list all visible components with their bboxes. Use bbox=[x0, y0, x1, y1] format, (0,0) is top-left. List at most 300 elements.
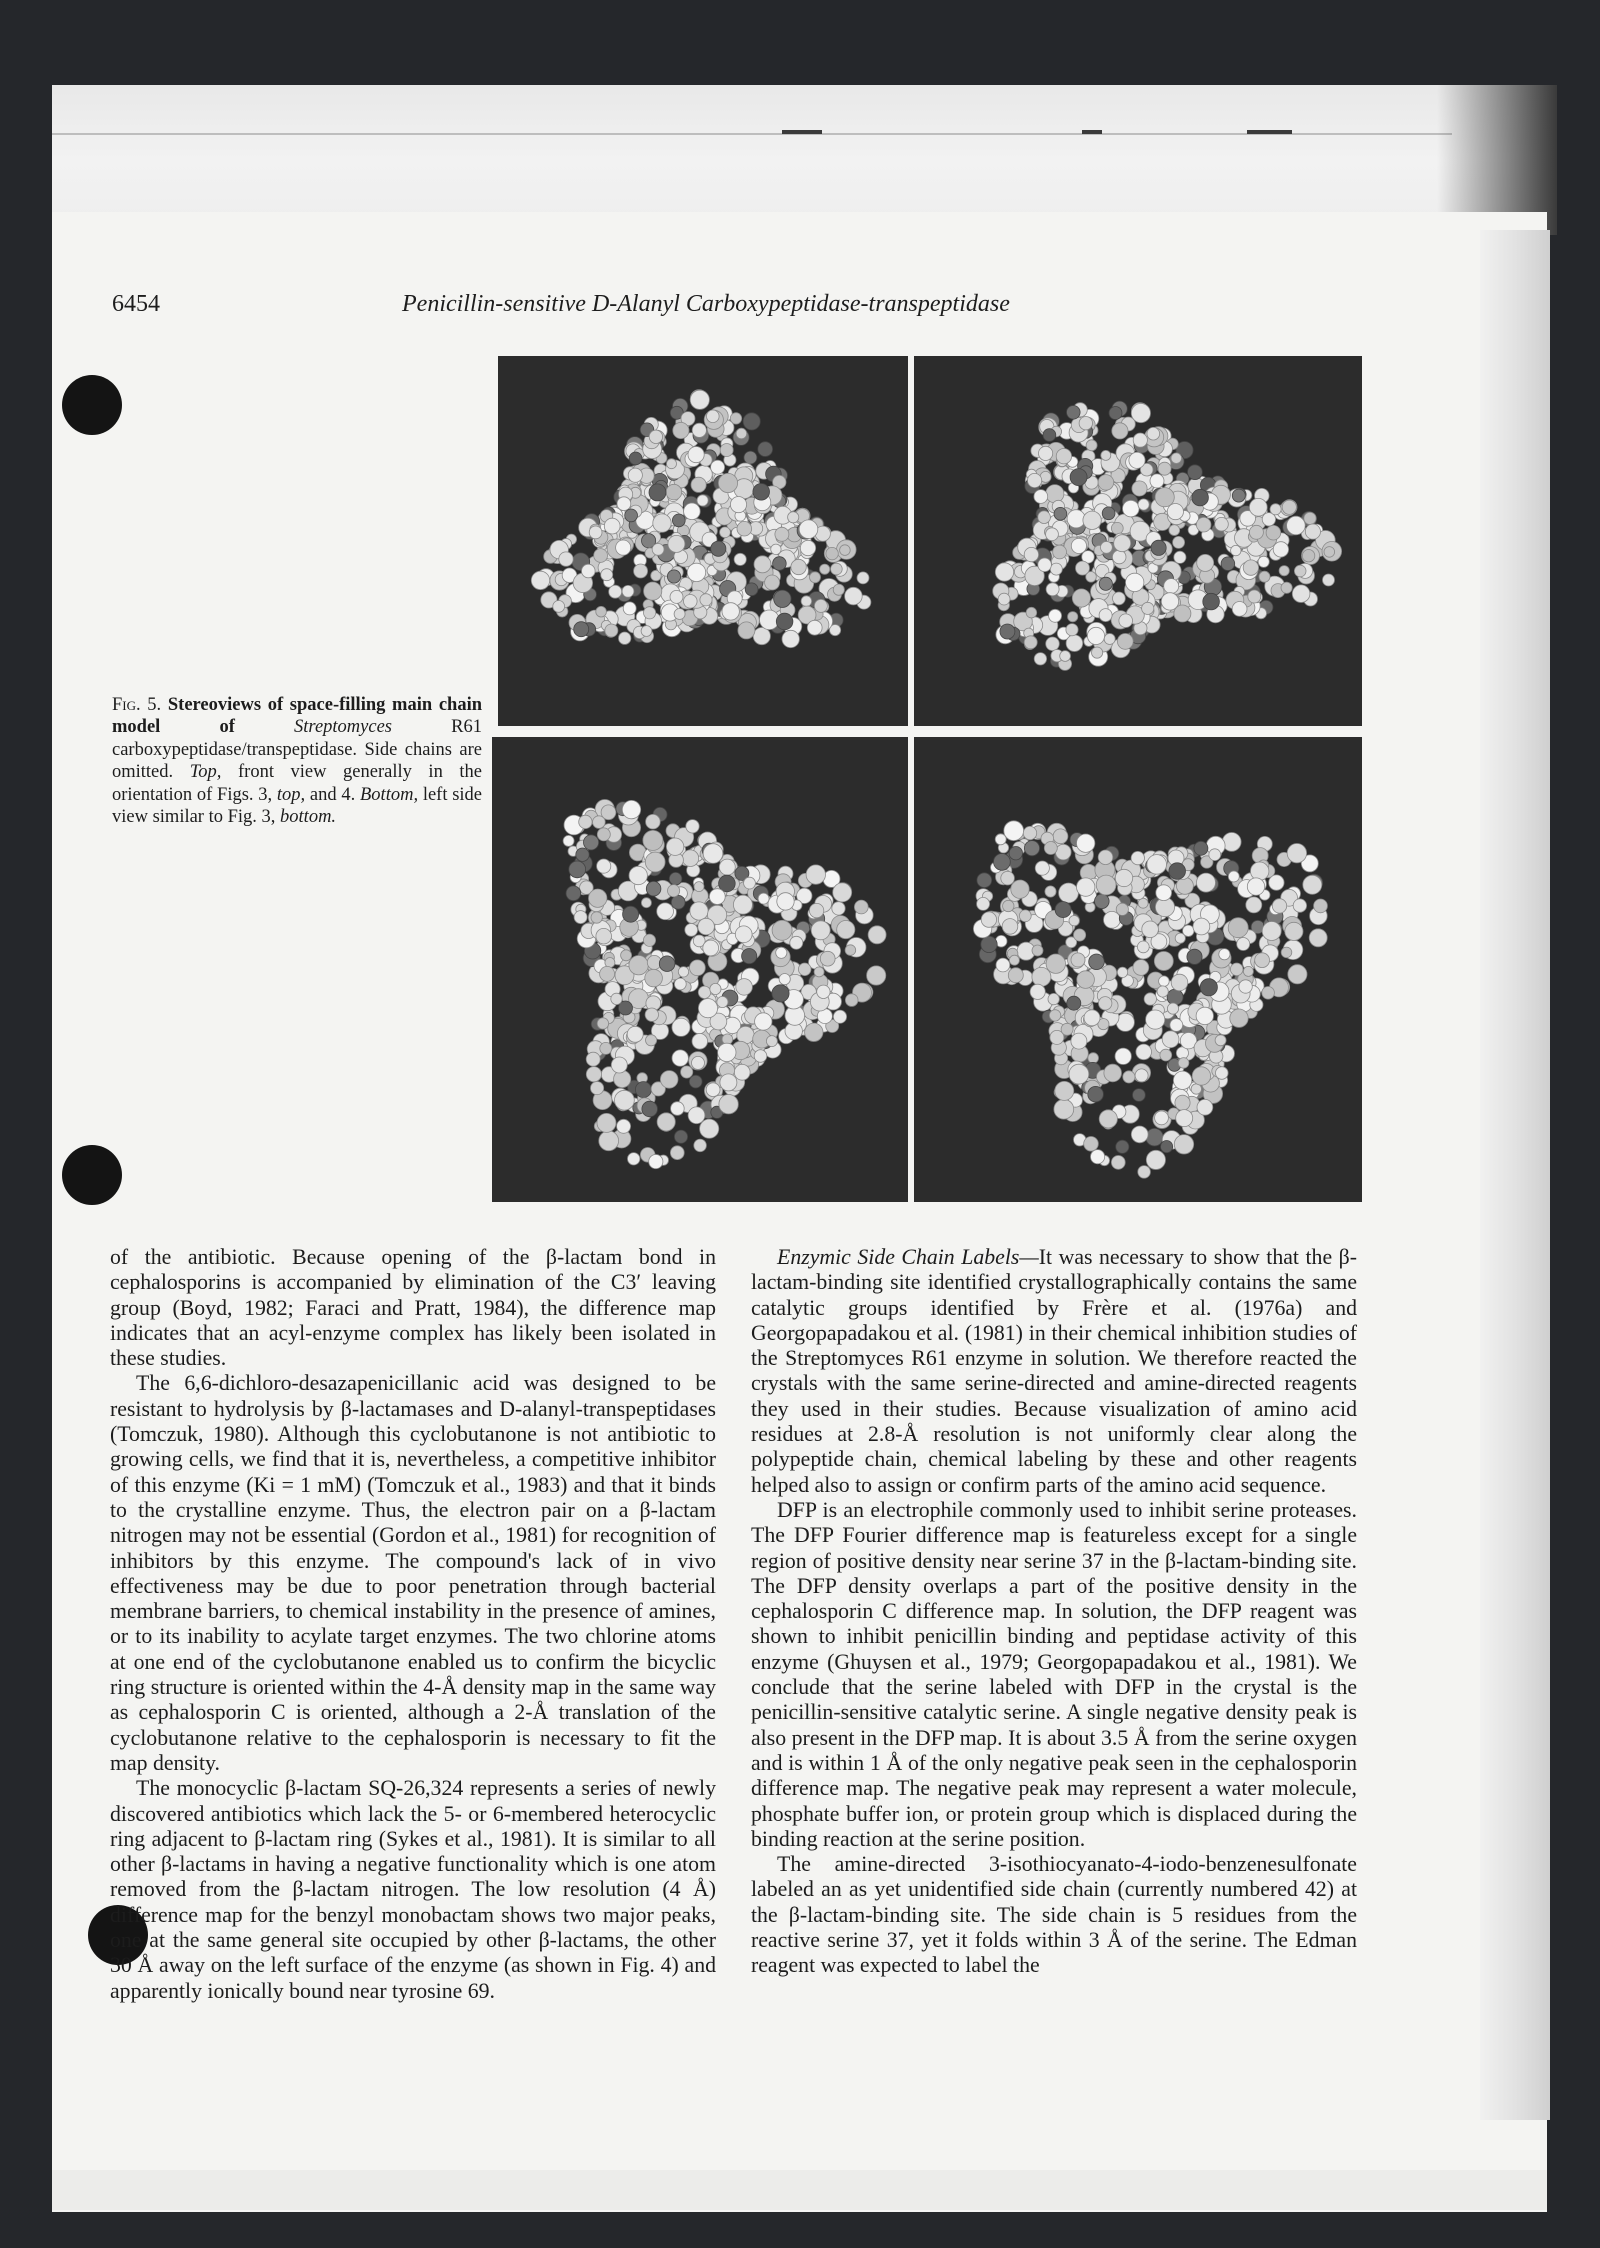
atom-sphere bbox=[1209, 849, 1221, 861]
atom-sphere bbox=[1164, 579, 1179, 594]
atom-sphere bbox=[710, 983, 721, 994]
atom-sphere bbox=[711, 541, 726, 556]
atom-sphere bbox=[698, 999, 717, 1018]
atom-sphere bbox=[1171, 453, 1182, 464]
atom-sphere bbox=[1079, 417, 1092, 430]
atom-sphere bbox=[1129, 452, 1145, 468]
atom-sphere bbox=[790, 936, 803, 949]
atom-sphere bbox=[981, 912, 996, 927]
atom-sphere bbox=[629, 452, 642, 465]
atom-sphere bbox=[1111, 1156, 1125, 1170]
atom-sphere bbox=[1266, 525, 1281, 540]
atom-sphere bbox=[854, 900, 868, 914]
atom-sphere bbox=[1142, 602, 1154, 614]
atom-sphere bbox=[690, 390, 709, 409]
atom-sphere bbox=[1272, 899, 1286, 913]
atom-sphere bbox=[623, 602, 636, 615]
atom-sphere bbox=[596, 928, 612, 944]
running-title: Penicillin-sensitive D-Alanyl Carboxypeptidase-transpeptidase bbox=[402, 291, 1010, 317]
atom-sphere bbox=[1071, 953, 1085, 967]
atom-sphere bbox=[584, 835, 599, 850]
atom-sphere bbox=[1043, 429, 1056, 442]
atom-sphere bbox=[684, 595, 698, 609]
atom-sphere bbox=[601, 569, 613, 581]
atom-sphere bbox=[743, 413, 760, 430]
page-number: 6454 bbox=[112, 291, 160, 317]
atom-sphere bbox=[1147, 427, 1160, 440]
atom-sphere bbox=[744, 451, 757, 464]
body-paragraph: The monocyclic β-lactam SQ-26,324 represents a series of newly discovered antibiotics which lack the 5- or 6-membered heterocyclic ring adjacent to β-lactam ring (Sykes et al., 1981). It is similar to all other β-lactams in having a negative functionality which is one atom removed from the β-lactam nitrogen. The low resolution (4 Å) difference map for the benzyl monobactam shows two major peaks, one at the same general site occupied by other β-lactams, the other 30 Å away on the left surface of the enzyme (as shown in Fig. 4) and apparently ionically bound near tyrosine 69. bbox=[110, 1776, 716, 2003]
atom-sphere bbox=[646, 881, 661, 896]
atom-sphere bbox=[1046, 583, 1059, 596]
atom-sphere bbox=[1251, 862, 1269, 880]
atom-sphere bbox=[1066, 624, 1078, 636]
atom-sphere bbox=[845, 945, 856, 956]
atom-sphere bbox=[782, 630, 799, 647]
atom-sphere bbox=[1112, 550, 1126, 564]
molecule-image bbox=[914, 356, 1362, 726]
atom-sphere bbox=[730, 497, 746, 513]
atom-sphere bbox=[627, 1026, 643, 1042]
atom-sphere bbox=[1305, 524, 1320, 539]
atom-sphere bbox=[1089, 954, 1105, 970]
atom-sphere bbox=[772, 985, 789, 1002]
atom-sphere bbox=[805, 1023, 823, 1041]
atom-sphere bbox=[641, 626, 652, 637]
atom-sphere bbox=[687, 563, 705, 581]
atom-sphere bbox=[1083, 511, 1101, 529]
atom-sphere bbox=[1133, 960, 1149, 976]
atom-sphere bbox=[1188, 465, 1203, 480]
atom-sphere bbox=[1255, 953, 1270, 968]
atom-sphere bbox=[1194, 841, 1208, 855]
atom-sphere bbox=[1102, 507, 1115, 520]
atom-sphere bbox=[1309, 929, 1327, 947]
atom-sphere bbox=[868, 926, 886, 944]
atom-sphere bbox=[652, 544, 664, 556]
atom-sphere bbox=[1239, 980, 1252, 993]
atom-sphere bbox=[657, 903, 674, 920]
body-paragraph: The amine-directed 3-isothiocyanato-4-iodo-benzenesulfonate labeled an as yet unidentified side chain (currently numbered 42) at the β-lactam-binding site. The side chain is 5 residues from the reactive serine 37, yet it folds within 3 Å of the serine. The Edman reagent was expected to label the bbox=[751, 1852, 1357, 1978]
atom-sphere bbox=[1215, 517, 1229, 531]
atom-sphere bbox=[1262, 987, 1275, 1000]
atom-sphere bbox=[1024, 547, 1038, 561]
caption-text: front view generally in the orientation of Figs. 3, bbox=[112, 762, 482, 805]
figure-caption bbox=[112, 694, 482, 828]
atom-sphere bbox=[1144, 993, 1156, 1005]
atom-sphere bbox=[1146, 1128, 1164, 1146]
atom-sphere bbox=[998, 593, 1010, 605]
atom-sphere bbox=[798, 963, 811, 976]
atom-sphere bbox=[591, 912, 602, 923]
atom-sphere bbox=[1237, 938, 1250, 951]
atom-sphere bbox=[569, 861, 586, 878]
atom-sphere bbox=[672, 1018, 690, 1036]
atom-sphere bbox=[1192, 489, 1209, 506]
atom-sphere bbox=[1138, 1166, 1151, 1179]
atom-sphere bbox=[643, 934, 655, 946]
caption-top: Top, bbox=[189, 762, 222, 783]
atom-sphere bbox=[673, 422, 689, 438]
molecule-image bbox=[498, 356, 908, 726]
atom-sphere bbox=[1092, 647, 1103, 658]
paragraph-text: It was necessary to show that the β-lactam-binding site identified crystallographically contains the same catalytic groups identified by Frère et al. (1976a) and Georgopapadakou et al. (1981) in their chemical inhibition studies of the Streptomyces R61 enzyme in solution. We therefore reacted the crystals with the same serine-directed and amine-directed reagents they used in their studies. Because visualization of amino acid residues at 2.8-Å resolution is not uniformly clear along the polypeptide chain, chemical labeling by these and other reagents helped also to assign or confirm parts of the amino acid sequence. bbox=[751, 1245, 1357, 1497]
atom-sphere bbox=[722, 603, 739, 620]
atom-sphere bbox=[1104, 634, 1115, 645]
atom-sphere bbox=[649, 430, 662, 443]
molecule-image bbox=[492, 737, 908, 1202]
atom-sphere bbox=[1131, 1126, 1148, 1143]
atom-sphere bbox=[1167, 1003, 1178, 1014]
atom-sphere bbox=[1221, 557, 1235, 571]
atom-sphere bbox=[681, 1066, 693, 1078]
atom-sphere bbox=[609, 585, 622, 598]
atom-sphere bbox=[1056, 844, 1072, 860]
atom-sphere bbox=[706, 1083, 720, 1097]
atom-sphere bbox=[1248, 590, 1261, 603]
atom-sphere bbox=[814, 967, 824, 977]
atom-sphere bbox=[1119, 614, 1133, 628]
scan-streak bbox=[1082, 130, 1102, 134]
atom-sphere bbox=[1187, 949, 1202, 964]
atom-sphere bbox=[1126, 573, 1144, 591]
atom-sphere bbox=[1192, 1067, 1210, 1085]
atom-sphere bbox=[628, 1153, 640, 1165]
atom-sphere bbox=[1142, 921, 1159, 938]
atom-sphere bbox=[684, 503, 701, 520]
atom-sphere bbox=[668, 535, 685, 552]
atom-sphere bbox=[553, 601, 565, 613]
atom-sphere bbox=[809, 903, 823, 917]
atom-sphere bbox=[1150, 474, 1164, 488]
atom-sphere bbox=[1048, 993, 1059, 1004]
atom-sphere bbox=[1060, 651, 1071, 662]
atom-sphere bbox=[1109, 407, 1122, 420]
atom-sphere bbox=[1049, 609, 1062, 622]
atom-sphere bbox=[1003, 900, 1014, 911]
atom-sphere bbox=[671, 895, 685, 909]
atom-sphere bbox=[1324, 547, 1335, 558]
atom-sphere bbox=[688, 447, 704, 463]
atom-sphere bbox=[597, 1018, 608, 1029]
atom-sphere bbox=[1167, 989, 1183, 1005]
atom-sphere bbox=[1111, 522, 1123, 534]
atom-sphere bbox=[1054, 507, 1067, 520]
atom-sphere bbox=[644, 607, 656, 619]
atom-sphere bbox=[589, 526, 602, 539]
atom-sphere bbox=[1112, 423, 1128, 439]
atom-sphere bbox=[837, 921, 855, 939]
atom-sphere bbox=[1137, 941, 1149, 953]
atom-sphere bbox=[670, 1146, 684, 1160]
atom-sphere bbox=[616, 540, 631, 555]
atom-sphere bbox=[605, 958, 615, 968]
atom-sphere bbox=[1066, 635, 1083, 652]
atom-sphere bbox=[1059, 883, 1079, 903]
atom-sphere bbox=[582, 564, 596, 578]
atom-sphere bbox=[1091, 1150, 1105, 1164]
atom-sphere bbox=[703, 940, 719, 956]
atom-sphere bbox=[1087, 627, 1104, 644]
atom-sphere bbox=[672, 1050, 688, 1066]
caption-bottom: bottom. bbox=[280, 807, 337, 828]
stereo-panel-top-right bbox=[914, 356, 1362, 726]
atom-sphere bbox=[698, 986, 710, 998]
molecule-image bbox=[914, 737, 1362, 1202]
atom-sphere bbox=[622, 800, 640, 818]
atom-sphere bbox=[777, 893, 794, 910]
atom-sphere bbox=[597, 828, 610, 841]
atom-sphere bbox=[660, 1071, 678, 1089]
atom-sphere bbox=[1138, 499, 1149, 510]
atom-sphere bbox=[574, 911, 587, 924]
atom-sphere bbox=[670, 590, 683, 603]
atom-sphere bbox=[1156, 885, 1172, 901]
atom-sphere bbox=[685, 924, 698, 937]
atom-sphere bbox=[686, 820, 699, 833]
atom-sphere bbox=[678, 967, 688, 977]
atom-sphere bbox=[1099, 609, 1112, 622]
atom-sphere bbox=[711, 460, 725, 474]
scan-streak bbox=[52, 133, 1452, 135]
atom-sphere bbox=[1019, 910, 1031, 922]
atom-sphere bbox=[697, 495, 708, 506]
atom-sphere bbox=[734, 553, 746, 565]
atom-sphere bbox=[1281, 582, 1292, 593]
atom-sphere bbox=[1287, 516, 1306, 535]
atom-sphere bbox=[820, 951, 835, 966]
atom-sphere bbox=[1228, 871, 1239, 882]
atom-sphere bbox=[1123, 500, 1140, 517]
atom-sphere bbox=[642, 1101, 658, 1117]
atom-sphere bbox=[820, 564, 830, 574]
atom-sphere bbox=[1098, 850, 1113, 865]
atom-sphere bbox=[617, 1119, 631, 1133]
atom-sphere bbox=[1285, 922, 1303, 940]
atom-sphere bbox=[1133, 1089, 1146, 1102]
atom-sphere bbox=[977, 873, 992, 888]
atom-sphere bbox=[1151, 540, 1166, 555]
atom-sphere bbox=[1055, 902, 1071, 918]
atom-sphere bbox=[1193, 918, 1210, 935]
atom-sphere bbox=[1011, 880, 1029, 898]
atom-sphere bbox=[1114, 535, 1131, 552]
caption-title: Stereoviews of space-filling main chain model of bbox=[112, 695, 483, 738]
atom-sphere bbox=[1101, 542, 1113, 554]
atom-sphere bbox=[643, 830, 663, 850]
atom-sphere bbox=[668, 885, 680, 897]
atom-sphere bbox=[671, 1102, 685, 1116]
atom-sphere bbox=[753, 628, 770, 645]
atom-sphere bbox=[1158, 462, 1171, 475]
atom-sphere bbox=[634, 564, 648, 578]
atom-sphere bbox=[614, 1070, 631, 1087]
atom-sphere bbox=[599, 1131, 619, 1151]
atom-sphere bbox=[682, 850, 699, 867]
atom-sphere bbox=[754, 556, 771, 573]
page-header bbox=[112, 291, 1362, 331]
atom-sphere bbox=[1095, 894, 1110, 909]
atom-sphere bbox=[667, 459, 677, 469]
atom-sphere bbox=[1173, 1071, 1191, 1089]
atom-sphere bbox=[1071, 1033, 1087, 1049]
atom-sphere bbox=[591, 1082, 604, 1095]
left-column bbox=[110, 1245, 716, 2004]
atom-sphere bbox=[738, 622, 755, 639]
atom-sphere bbox=[1024, 841, 1039, 856]
atom-sphere bbox=[1231, 545, 1241, 555]
atom-sphere bbox=[653, 514, 671, 532]
scan-streak bbox=[1247, 130, 1292, 134]
atom-sphere bbox=[1197, 1099, 1213, 1115]
atom-sphere bbox=[1135, 1069, 1148, 1082]
atom-sphere bbox=[649, 1155, 663, 1169]
atom-sphere bbox=[1162, 1031, 1179, 1048]
atom-sphere bbox=[720, 527, 731, 538]
atom-sphere bbox=[623, 906, 639, 922]
atom-sphere bbox=[817, 985, 830, 998]
atom-sphere bbox=[566, 886, 581, 901]
atom-sphere bbox=[1219, 949, 1230, 960]
atom-sphere bbox=[833, 883, 852, 902]
atom-sphere bbox=[709, 889, 725, 905]
atom-sphere bbox=[619, 632, 631, 644]
atom-sphere bbox=[1176, 877, 1193, 894]
atom-sphere bbox=[1197, 873, 1216, 892]
atom-sphere bbox=[734, 1064, 750, 1080]
atom-sphere bbox=[1038, 558, 1052, 572]
atom-sphere bbox=[1246, 897, 1262, 913]
body-paragraph bbox=[751, 1245, 1357, 1498]
atom-sphere bbox=[753, 484, 770, 501]
atom-sphere bbox=[1049, 1010, 1060, 1021]
atom-sphere bbox=[690, 960, 706, 976]
atom-sphere bbox=[1196, 517, 1211, 532]
atom-sphere bbox=[597, 859, 611, 873]
atom-sphere bbox=[1054, 1099, 1074, 1119]
atom-sphere bbox=[576, 848, 589, 861]
section-heading: Enzymic Side Chain Labels— bbox=[777, 1245, 1039, 1269]
atom-sphere bbox=[1200, 979, 1217, 996]
atom-sphere bbox=[645, 852, 665, 872]
atom-sphere bbox=[1101, 450, 1111, 460]
atom-sphere bbox=[574, 622, 589, 637]
atom-sphere bbox=[692, 1034, 708, 1050]
atom-sphere bbox=[1183, 925, 1194, 936]
atom-sphere bbox=[1117, 967, 1127, 977]
atom-sphere bbox=[1045, 886, 1056, 897]
atom-sphere bbox=[605, 624, 618, 637]
atom-sphere bbox=[772, 920, 792, 940]
atom-sphere bbox=[1282, 500, 1296, 514]
atom-sphere bbox=[1053, 829, 1068, 844]
atom-sphere bbox=[1044, 842, 1057, 855]
atom-sphere bbox=[719, 859, 735, 875]
atom-sphere bbox=[1157, 986, 1168, 997]
atom-sphere bbox=[707, 410, 720, 423]
atom-sphere bbox=[1304, 512, 1316, 524]
atom-sphere bbox=[646, 814, 661, 829]
atom-sphere bbox=[1247, 878, 1264, 895]
atom-sphere bbox=[1249, 498, 1267, 516]
atom-sphere bbox=[1273, 542, 1288, 557]
atom-sphere bbox=[1117, 634, 1133, 650]
atom-sphere bbox=[799, 520, 818, 539]
atom-sphere bbox=[563, 835, 574, 846]
caption-organism: Streptomyces bbox=[294, 717, 392, 738]
atom-sphere bbox=[766, 1036, 777, 1047]
atom-sphere bbox=[1216, 1067, 1229, 1080]
stereo-panel-bottom-left bbox=[492, 737, 908, 1202]
atom-sphere bbox=[1034, 490, 1048, 504]
atom-sphere bbox=[744, 877, 756, 889]
atom-sphere bbox=[1061, 1023, 1073, 1035]
atom-sphere bbox=[1197, 554, 1214, 571]
atom-sphere bbox=[845, 994, 858, 1007]
atom-sphere bbox=[733, 895, 752, 914]
atom-sphere bbox=[622, 585, 634, 597]
atom-sphere bbox=[1086, 440, 1097, 451]
atom-sphere bbox=[1175, 1095, 1190, 1110]
atom-sphere bbox=[1038, 511, 1051, 524]
atom-sphere bbox=[1074, 929, 1086, 941]
atom-sphere bbox=[645, 969, 663, 987]
right-column bbox=[751, 1245, 1357, 1979]
atom-sphere bbox=[1160, 1049, 1172, 1061]
atom-sphere bbox=[688, 1107, 705, 1124]
atom-sphere bbox=[1056, 449, 1071, 464]
atom-sphere bbox=[1314, 899, 1328, 913]
atom-sphere bbox=[1046, 637, 1060, 651]
body-paragraph: The 6,6-dichloro-desazapenicillanic acid was designed to be resistant to hydrolysis by β-lactamases and D-alanyl-transpeptidases (Tomczuk, 1980). Although this cyclobutanone is not antibiotic to growing cells, we find that it is, nevertheless, a competitive inhibitor of this enzyme (Ki = 1 mM) (Tomczuk et al., 1983) and that it binds to the crystalline enzyme. Thus, the electron pair on a β-lactam nitrogen may not be essential (Gordon et al., 1981) for recognition of inhibitors by this enzyme. The compound's lack of in vivo effectiveness may be due to poor penetration through bacterial membrane barriers, to chemical instability in the presence of amines, or to its inability to acylate target enzymes. The two chlorine atoms at one end of the cyclobutanone enabled us to confirm the bicyclic ring structure is oriented within the 4-Å density map in the same way as cephalosporin C is oriented, although a 2-Å translation of the cyclobutanone relative to the cephalosporin is necessary to fit the map density. bbox=[110, 1371, 716, 1775]
atom-sphere bbox=[629, 956, 648, 975]
atom-sphere bbox=[1046, 954, 1065, 973]
atom-sphere bbox=[586, 1067, 601, 1082]
atom-sphere bbox=[594, 549, 608, 563]
atom-sphere bbox=[593, 816, 606, 829]
atom-sphere bbox=[801, 596, 812, 607]
atom-sphere bbox=[736, 979, 753, 996]
atom-sphere bbox=[692, 1056, 705, 1069]
caption-text: and 4. bbox=[309, 784, 356, 805]
atom-sphere bbox=[833, 1010, 846, 1023]
atom-sphere bbox=[737, 521, 752, 536]
atom-sphere bbox=[995, 563, 1013, 581]
atom-sphere bbox=[628, 468, 642, 482]
atom-sphere bbox=[1323, 574, 1335, 586]
atom-sphere bbox=[1303, 875, 1322, 894]
atom-sphere bbox=[1001, 871, 1015, 885]
atom-sphere bbox=[666, 838, 683, 855]
atom-sphere bbox=[1046, 485, 1064, 503]
atom-sphere bbox=[1077, 834, 1095, 852]
atom-sphere bbox=[531, 571, 549, 589]
body-paragraph: of the antibiotic. Because opening of the β-lactam bond in cephalosporins is accompanied by elimination of the C3′ leaving group (Boyd, 1982; Faraci and Pratt, 1984), the difference map indicates that an acyl-enzyme complex has likely been isolated in these studies. bbox=[110, 1245, 716, 1371]
atom-sphere bbox=[1249, 525, 1263, 539]
atom-sphere bbox=[586, 1052, 600, 1066]
atom-sphere bbox=[1293, 899, 1306, 912]
atom-sphere bbox=[644, 582, 662, 600]
atom-sphere bbox=[1159, 976, 1170, 987]
atom-sphere bbox=[720, 444, 733, 457]
atom-sphere bbox=[1133, 433, 1147, 447]
atom-sphere bbox=[1004, 821, 1024, 841]
atom-sphere bbox=[788, 512, 799, 523]
atom-sphere bbox=[779, 974, 790, 985]
atom-sphere bbox=[1113, 592, 1126, 605]
atom-sphere bbox=[1146, 1010, 1165, 1029]
atom-sphere bbox=[1024, 636, 1037, 649]
